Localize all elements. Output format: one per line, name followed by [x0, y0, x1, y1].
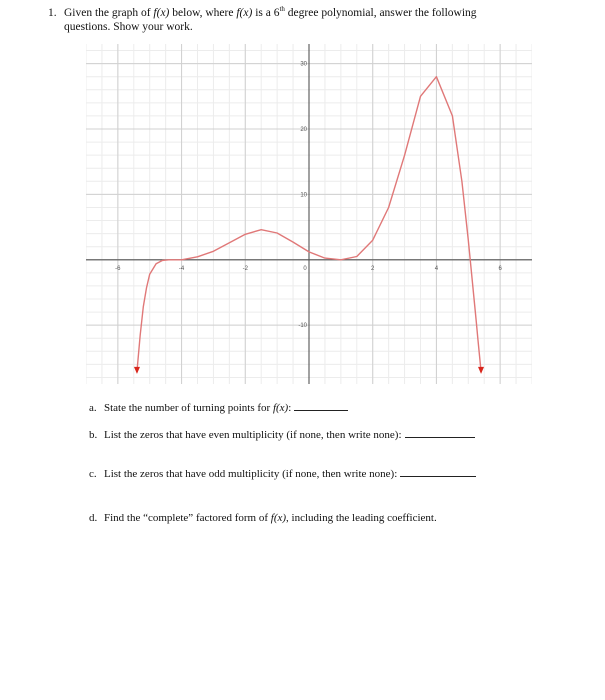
question-text-mid: below, where [172, 7, 234, 19]
part-b-letter: b. [89, 429, 98, 441]
question-text-post: degree polynomial, answer the following [287, 7, 477, 19]
curve-end-arrow [134, 367, 140, 374]
degree-superscript: th [279, 5, 285, 13]
function-name-2: f(x) [236, 7, 253, 19]
x-tick-label: 2 [371, 265, 375, 272]
x-tick-label: 0 [303, 265, 307, 272]
y-tick-label: -10 [298, 323, 307, 330]
part-d-text: Find the “complete” factored form of [104, 512, 269, 524]
y-tick-label: 30 [300, 61, 307, 68]
part-a-function: f(x) [272, 402, 289, 414]
x-tick-label: 4 [434, 265, 439, 272]
curve-end-arrow [478, 367, 484, 374]
part-c [89, 466, 476, 481]
y-tick-label: 10 [300, 192, 307, 199]
part-c-letter: c. [89, 468, 97, 480]
function-name: f(x) [153, 7, 170, 19]
y-tick-label: 20 [300, 127, 307, 133]
part-a-text: State the number of turning points for [104, 402, 271, 414]
x-tick-label: -2 [242, 265, 248, 272]
part-b [89, 427, 475, 442]
question-number: 1. [48, 7, 57, 19]
x-tick-label: -6 [115, 265, 121, 272]
part-a [89, 400, 348, 415]
part-d-function: f(x) [270, 512, 287, 524]
answer-blank-b[interactable] [405, 427, 475, 438]
x-tick-label: -4 [178, 265, 185, 272]
question-header [48, 5, 544, 34]
part-d-text-end: , including the leading coefficient. [286, 512, 437, 524]
question-text-line2: questions. Show your work. [64, 21, 193, 33]
x-tick-label: 6 [498, 265, 502, 272]
question-text-pre: Given the graph of [64, 7, 151, 19]
part-d-letter: d. [89, 512, 98, 524]
degree-number: 6 [273, 7, 280, 19]
part-c-text: List the zeros that have odd multiplicity (if none, then write none): [104, 468, 398, 480]
polynomial-graph [86, 44, 532, 384]
part-b-text: List the zeros that have even multiplicity (if none, then write none): [104, 429, 402, 441]
answer-blank-a[interactable] [294, 400, 348, 411]
part-d [89, 512, 437, 525]
question-text-is-a: is a [255, 7, 271, 19]
answer-blank-c[interactable] [400, 466, 476, 477]
part-a-colon: : [288, 402, 292, 414]
part-a-letter: a. [89, 402, 97, 414]
